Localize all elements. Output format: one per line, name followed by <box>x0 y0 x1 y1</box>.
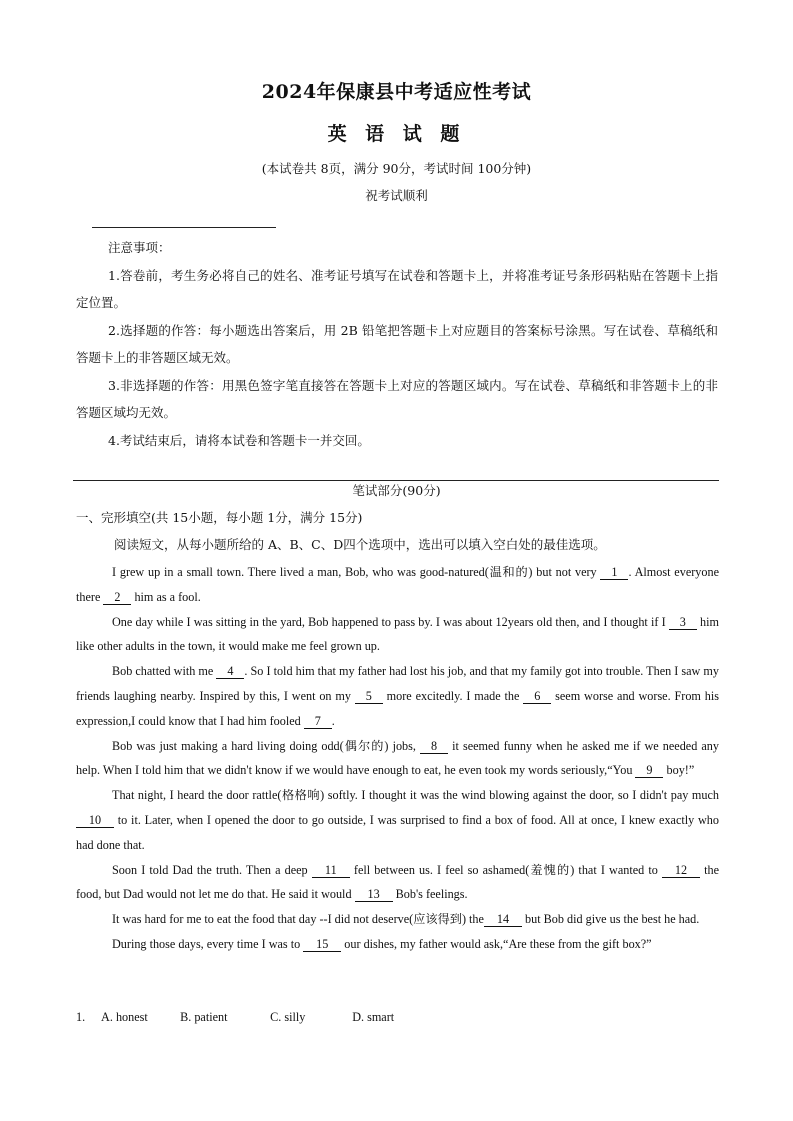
exam-subtitle: 英 语 试 题 <box>327 123 466 145</box>
blank-14: 14 <box>484 912 522 927</box>
passage-paragraph <box>76 907 719 932</box>
option-a: A. honest <box>101 1010 148 1024</box>
exam-title: 2024年保康县中考适应性考试 <box>261 81 532 103</box>
blank-7: 7 <box>304 714 332 729</box>
passage-paragraph <box>76 560 719 610</box>
passage-text: It was hard for me to eat the food that day --I did not deserve(应该得到) the <box>112 912 484 927</box>
passage-paragraph <box>76 734 719 784</box>
passage-text: During those days, every time I was to <box>112 936 304 951</box>
question-number: 1. <box>76 1010 86 1024</box>
passage-text: Bob chatted with me <box>112 664 217 679</box>
passage-text: . So I told him that my father had lost his job, and that my family got into trouble. Then I saw my friends laughing nearby. Inspired by this, I went on my <box>76 664 720 703</box>
passage-text: him like other adults in the town, it would make me feel grown up. <box>76 614 719 654</box>
passage-paragraph <box>76 858 719 908</box>
blank-8: 8 <box>420 739 448 754</box>
part-instruction: 阅读短文，从每小题所给的 A、B、C、D四个选项中，选出可以填入空白处的最佳选项。 <box>114 537 606 552</box>
cloze-passage <box>76 560 719 957</box>
exam-wish: 祝考试顺利 <box>365 188 428 203</box>
blank-15: 15 <box>303 937 341 952</box>
option-d: D. smart <box>352 1010 395 1024</box>
note-item-3: 3.非选择题的作答：用黑色签字笔直接答在答题卡上对应的答题区域内。写在试卷、草稿纸和非答题卡上的非答题区域均无效。 <box>76 377 718 420</box>
blank-11: 11 <box>312 863 350 878</box>
notes-block <box>76 234 718 454</box>
exam-info: (本试卷共 8页，满分 90分，考试时间 100分钟) <box>261 161 532 176</box>
passage-text: fell between us. I feel so ashamed(羞愧的) that I wanted to <box>349 862 662 877</box>
passage-text: boy!” <box>663 763 695 778</box>
passage-text: but Bob did give us the best he had. <box>521 912 700 927</box>
blank-10: 10 <box>76 813 114 828</box>
option-b: B. patient <box>180 1010 228 1024</box>
passage-paragraph <box>76 932 719 957</box>
passage-text: . <box>331 713 335 728</box>
passage-text: One day while I was sitting in the yard, Bob happened to pass by. I was about 12years old then, and I thought if I <box>112 614 669 629</box>
blank-1: 1 <box>600 565 628 580</box>
passage-text: more excitedly. I made the <box>382 688 524 703</box>
divider-short <box>92 227 276 228</box>
option-c: C. silly <box>270 1010 306 1024</box>
blank-6: 6 <box>523 689 551 704</box>
passage-text: our dishes, my father would ask,“Are these from the gift box?” <box>341 936 652 951</box>
passage-text: him as a fool. <box>131 589 201 604</box>
notes-heading: 注意事项： <box>108 240 171 255</box>
blank-2: 2 <box>103 590 131 605</box>
passage-text: seem worse and worse. From his expression,I could know that I had him fooled <box>76 688 719 728</box>
note-item-4: 4.考试结束后，请将本试卷和答题卡一并交回。 <box>108 432 370 448</box>
passage-text: it seemed funny when he asked me if we needed any help. When I told him that we didn't know if we would have enough to eat, he even took my words seriously,“You <box>76 738 719 778</box>
blank-9: 9 <box>635 763 663 778</box>
passage-text: Bob was just making a hard living doing odd(偶尔的) jobs, <box>112 738 421 753</box>
blank-5: 5 <box>355 689 383 704</box>
passage-paragraph <box>76 659 719 733</box>
blank-3: 3 <box>669 615 697 630</box>
passage-text: I grew up in a small town. There lived a man, Bob, who was good-natured(温和的) but not very <box>112 565 601 579</box>
passage-text: the food, but Dad would not let me do that. He said it would <box>76 862 720 902</box>
passage-text: to it. Later, when I opened the door to go outside, I was surprised to find a box of food. All at once, I knew exactly who had done that. <box>76 812 719 852</box>
passage-text: That night, I heard the door rattle(格格响) softly. I thought it was the wind blowing against the door, so I didn't pay much <box>112 788 719 803</box>
note-item-1: 1.答卷前，考生务必将自己的姓名、准考证号填写在试卷和答题卡上，并将准考证号条形码粘贴在答题卡上指定位置。 <box>76 267 718 310</box>
passage-text: Bob's feelings. <box>392 887 468 902</box>
blank-12: 12 <box>662 863 700 878</box>
blank-4: 4 <box>216 664 244 679</box>
note-item-2: 2.选择题的作答：每小题选出答案后，用 2B 铅笔把答题卡上对应题目的答案标号涂黑。写在试卷、草稿纸和答题卡上的非答题区域无效。 <box>76 322 718 365</box>
passage-paragraph <box>76 610 719 660</box>
passage-text: Soon I told Dad the truth. Then a deep <box>112 862 312 877</box>
passage-paragraph <box>76 783 719 857</box>
question-1-options <box>76 1010 394 1025</box>
blank-13: 13 <box>355 887 393 902</box>
section-title: 笔试部分(90分) <box>352 483 441 498</box>
part-heading: 一、完形填空(共 15小题，每小题 1分，满分 15分) <box>76 510 363 525</box>
passage-text: . Almost everyone there <box>76 565 719 604</box>
